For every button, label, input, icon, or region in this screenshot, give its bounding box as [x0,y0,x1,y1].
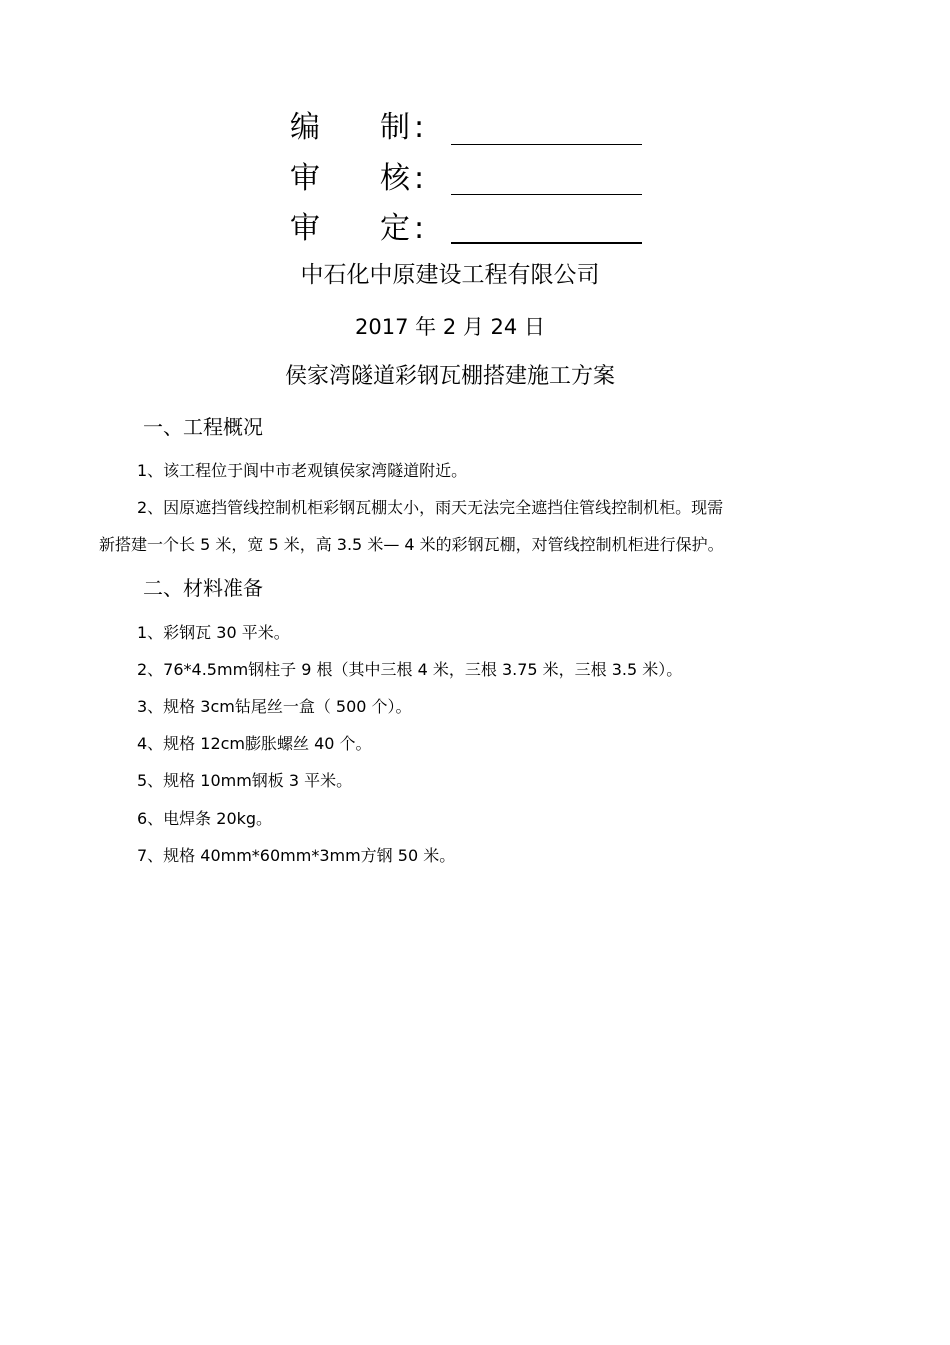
review-signature-line [451,194,642,195]
material-item: 5、规格 10mm钢板 3 平米。 [137,771,353,790]
material-item: 7、规格 40mm*60mm*3mm方钢 50 米。 [137,846,456,865]
overview-paragraph-1: 1、该工程位于阆中市老观镇侯家湾隧道附近。 [137,461,468,480]
label-char: 审 [290,161,320,196]
signature-row-review [290,159,650,199]
material-item: 1、彩钢瓦 30 平米。 [137,623,290,642]
label-colon: : [414,211,425,246]
document-title: 侯家湾隧道彩钢瓦棚搭建施工方案 [284,364,615,389]
section-heading-overview: 一、工程概况 [143,415,263,439]
overview-paragraph-2-line-2: 新搭建一个长 5 米，宽 5 米，高 3.5 米— 4 米的彩钢瓦棚，对管线控制机柜进行保护。 [99,535,724,554]
signature-row-approve [290,209,650,249]
document-date: 2017 年 2 月 24 日 [355,315,545,339]
label-colon: : [414,161,425,196]
label-char: 定 [380,211,410,246]
label-colon: : [414,110,425,145]
section-heading-materials: 二、材料准备 [143,576,263,600]
compile-signature-line [451,144,642,145]
approve-signature-line [451,242,642,244]
material-item: 2、76*4.5mm钢柱子 9 根（其中三根 4 米，三根 3.75 米，三根 3.5 米）。 [137,660,683,679]
label-char: 编 [290,110,320,145]
overview-paragraph-2-line-1: 2、因原遮挡管线控制机柜彩钢瓦棚太小，雨天无法完全遮挡住管线控制机柜。现需 [137,498,724,517]
company-name: 中石化中原建设工程有限公司 [300,262,600,288]
label-char: 审 [290,211,320,246]
material-item: 3、规格 3cm钻尾丝一盒（ 500 个）。 [137,697,412,716]
material-item: 6、电焊条 20kg。 [137,809,273,828]
signature-row-compile [290,108,650,148]
material-item: 4、规格 12cm膨胀螺丝 40 个。 [137,734,372,753]
label-char: 制 [380,110,410,145]
label-char: 核 [380,161,410,196]
